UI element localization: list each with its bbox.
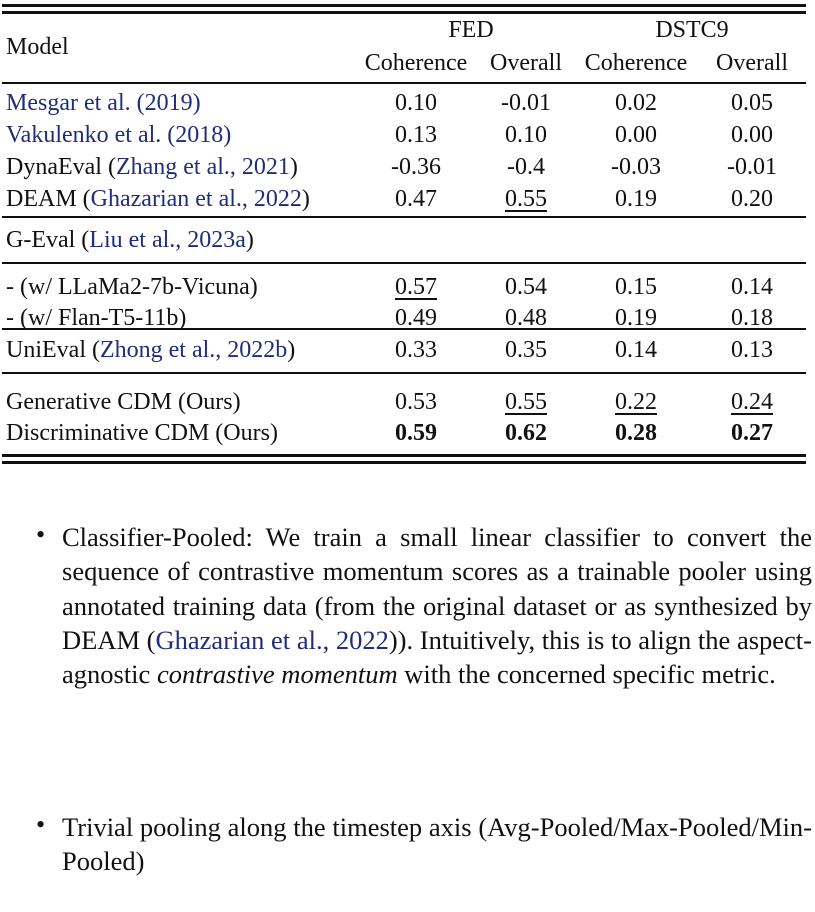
score-cell xyxy=(361,273,471,301)
subheader: Overall xyxy=(716,50,788,76)
model-name xyxy=(6,121,231,149)
score-cell xyxy=(581,185,691,213)
model-text: Discriminative CDM (Ours) xyxy=(6,420,278,446)
emphasis-text: contrastive momentum xyxy=(156,659,398,690)
score-cell xyxy=(471,419,581,447)
score-cell xyxy=(697,89,807,117)
group-header-dstc9: DSTC9 xyxy=(655,17,729,43)
paragraph-text: )). Intuitively, this is to align the aspect-agnostic xyxy=(62,624,812,690)
score-value: 0.19 xyxy=(615,186,657,212)
score-value: 0.48 xyxy=(505,305,547,331)
model-text: ) xyxy=(287,337,296,363)
score-cell xyxy=(581,336,691,364)
score-cell xyxy=(581,388,691,416)
score-value: 0.62 xyxy=(505,420,547,446)
paragraph-text: Trivial pooling along the timestep axis (Avg-Pooled/Max-Pooled/Min-Pooled) xyxy=(62,812,812,877)
model-text: ) xyxy=(245,227,254,253)
score-cell xyxy=(471,121,581,149)
score-value: 0.24 xyxy=(731,389,773,415)
score-cell xyxy=(697,153,807,181)
citation-link[interactable]: Liu et al., 2023a xyxy=(89,227,246,253)
score-cell xyxy=(471,273,581,301)
score-value: 0.57 xyxy=(395,274,437,300)
score-value: 0.05 xyxy=(731,90,773,116)
model-name xyxy=(6,419,278,447)
score-value: 0.13 xyxy=(731,337,773,363)
score-cell xyxy=(581,273,691,301)
score-cell xyxy=(471,388,581,416)
score-value: 0.00 xyxy=(615,122,657,148)
score-value: -0.01 xyxy=(501,90,551,116)
section-rule xyxy=(2,262,806,264)
score-value: 0.35 xyxy=(505,337,547,363)
group-header-fed: FED xyxy=(448,17,494,43)
score-value: 0.28 xyxy=(615,420,657,446)
model-text: - (w/ Flan-T5-11b) xyxy=(6,305,187,331)
score-cell xyxy=(471,304,581,332)
score-cell xyxy=(581,419,691,447)
bullet-icon: • xyxy=(36,520,46,549)
model-name xyxy=(6,226,254,254)
score-value: 0.10 xyxy=(395,90,437,116)
model-text: UniEval ( xyxy=(6,337,100,363)
score-cell xyxy=(361,336,471,364)
subheader: Overall xyxy=(490,50,562,76)
citation-link[interactable]: Mesgar et al. (2019) xyxy=(6,90,201,116)
subheader: Coherence xyxy=(584,50,688,76)
model-name xyxy=(6,388,241,416)
score-cell xyxy=(581,304,691,332)
score-cell xyxy=(361,304,471,332)
score-value: -0.36 xyxy=(391,154,441,180)
score-value: 0.20 xyxy=(731,186,773,212)
score-cell xyxy=(361,153,471,181)
citation-link[interactable]: Ghazarian et al., 2022 xyxy=(90,186,302,212)
score-value: 0.13 xyxy=(395,122,437,148)
score-value: -0.4 xyxy=(507,154,545,180)
bullet-paragraph xyxy=(62,520,812,691)
paragraph-text: Classifier-Pooled: We train a small linear classifier to convert the sequence of contrastive momentum scores as a trainable pooler using annotated training data (from the original dataset or as synthesized by DEAM ( xyxy=(62,522,812,655)
score-value: 0.54 xyxy=(505,274,547,300)
bullet-icon: • xyxy=(36,810,46,839)
score-value: 0.53 xyxy=(395,389,437,415)
score-value: 0.55 xyxy=(505,389,547,415)
model-name xyxy=(6,185,310,213)
model-text: G-Eval ( xyxy=(6,227,90,253)
header-rule xyxy=(2,82,806,84)
score-value: 0.55 xyxy=(505,186,547,212)
section-rule xyxy=(2,216,806,218)
score-value: 0.15 xyxy=(615,274,657,300)
score-value: -0.01 xyxy=(727,154,777,180)
score-value: 0.49 xyxy=(395,305,437,331)
model-name xyxy=(6,153,298,181)
score-value: 0.47 xyxy=(395,186,437,212)
score-cell xyxy=(361,121,471,149)
model-name xyxy=(6,273,258,301)
subheader: Coherence xyxy=(364,50,468,76)
model-text: ) xyxy=(289,154,298,180)
model-header: Model xyxy=(6,34,69,60)
section-rule xyxy=(2,372,806,374)
table-bottom-rule xyxy=(2,461,806,464)
score-value: 0.10 xyxy=(505,122,547,148)
model-text: - (w/ LLaMa2-7b-Vicuna) xyxy=(6,274,258,300)
model-name xyxy=(6,304,186,332)
score-value: 0.14 xyxy=(615,337,657,363)
score-cell xyxy=(361,185,471,213)
score-cell xyxy=(471,153,581,181)
score-value: 0.19 xyxy=(615,305,657,331)
score-cell xyxy=(697,304,807,332)
citation-link[interactable]: Ghazarian et al., 2022 xyxy=(155,624,389,655)
citation-link[interactable]: Zhong et al., 2022b xyxy=(99,337,288,363)
model-text: DEAM ( xyxy=(6,186,91,212)
score-cell xyxy=(361,388,471,416)
score-cell xyxy=(697,336,807,364)
score-cell xyxy=(361,89,471,117)
score-value: -0.03 xyxy=(611,154,661,180)
score-cell xyxy=(697,419,807,447)
model-text: DynaEval ( xyxy=(6,154,116,180)
score-value: 0.02 xyxy=(615,90,657,116)
score-cell xyxy=(581,121,691,149)
score-value: 0.27 xyxy=(731,420,773,446)
score-cell xyxy=(697,273,807,301)
table-top-rule xyxy=(2,11,806,14)
score-cell xyxy=(471,185,581,213)
bullet-paragraph xyxy=(62,810,812,879)
score-cell xyxy=(581,89,691,117)
score-value: 0.22 xyxy=(615,389,657,415)
citation-link[interactable]: Vakulenko et al. (2018) xyxy=(6,122,232,148)
table-bottom-rule xyxy=(2,454,806,457)
score-value: 0.14 xyxy=(731,274,773,300)
score-cell xyxy=(471,89,581,117)
score-value: 0.59 xyxy=(395,420,437,446)
score-cell xyxy=(697,121,807,149)
citation-link[interactable]: Zhang et al., 2021 xyxy=(115,154,290,180)
model-text: Generative CDM (Ours) xyxy=(6,389,241,415)
score-cell xyxy=(697,388,807,416)
score-cell xyxy=(581,153,691,181)
score-cell xyxy=(361,419,471,447)
table-top-rule xyxy=(2,4,806,7)
paragraph-text: with the concerned specific metric. xyxy=(397,659,776,690)
model-name xyxy=(6,336,295,364)
model-text: ) xyxy=(301,186,310,212)
score-value: 0.18 xyxy=(731,305,773,331)
score-cell xyxy=(697,185,807,213)
model-name xyxy=(6,89,201,117)
score-value: 0.00 xyxy=(731,122,773,148)
score-cell xyxy=(471,336,581,364)
score-value: 0.33 xyxy=(395,337,437,363)
